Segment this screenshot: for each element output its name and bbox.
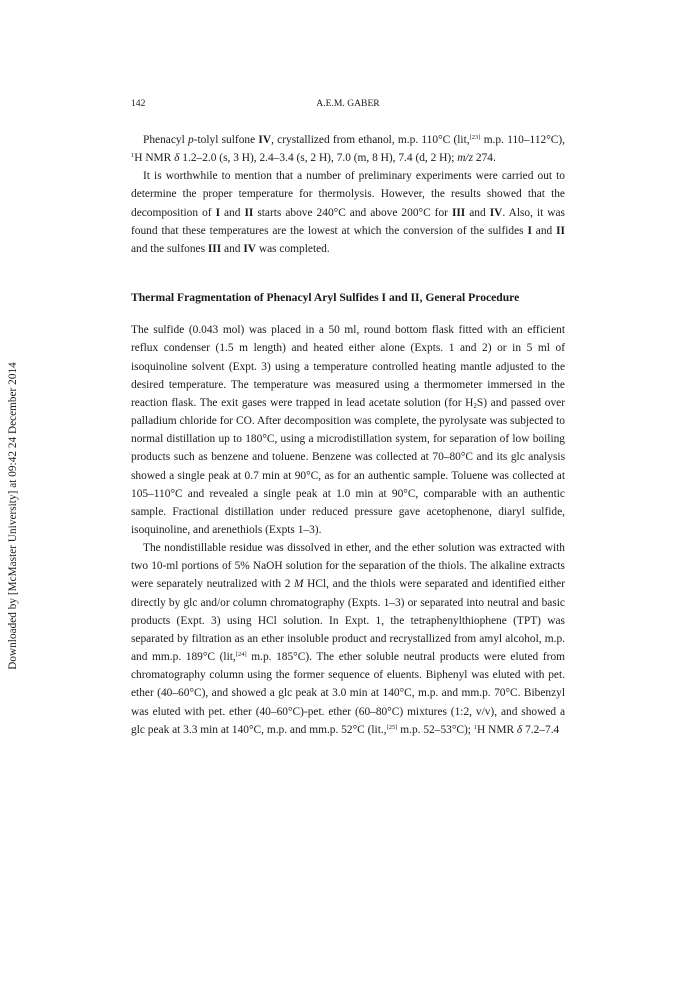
paragraph-phenacyl-tolyl-sulfone: Phenacyl p-tolyl sulfone IV, crystallized from ethanol, m.p. 110°C (lit,[23] m.p. 110–112°C), $^1$H NMR δ 1.2–2.0 (s, 3 H), 2.4–3.4 (s, 2 H), 7.0 (m, 8 H), 7.4 (d, 2 H); m/z 274. — [131, 134, 566, 165]
section-title: Thermal Fragmentation of Phenacyl Aryl Sulfides I and II, General Procedure — [131, 291, 520, 305]
download-watermark-text: Downloaded by [McMaster University] at 09:42 24 December 2014 — [7, 362, 19, 670]
article-body — [131, 131, 565, 739]
paragraph-general-procedure: The sulfide (0.043 mol) was placed in a 50 ml, round bottom flask fitted with an efficient reflux condenser (1.5 m length) and heated either alone (Expts. 1 and 2) or in 5 ml of isoquinoline solvent (Expt. 3) using a temperature controlled heating mantle adjusted to the desired temperature. The temperature was measured using a thermometer immersed in the reaction flask. The exit gases were trapped in lead acetate solution (for $H_2S$) and passed over palladium chloride for CO. After decomposition was complete, the pyrolysate was subjected to normal distillation up to 180°C, using a microdistillation system, for separation of low boiling products such as benzene and toluene. Benzene was collected at 70–80°C and its glc analysis showed a single peak at 0.7 min at 90°C, as for an authentic sample. Toluene was collected at 105–110°C and revealed a single peak at 1.0 min at 90°C, comparable with an authentic sample. Fractional distillation under reduced pressure gave acetophenone, diaryl sulfide, isoquinoline, and arenethiols (Expts 1–3). — [131, 324, 565, 536]
running-head: A.E.M. GABER — [316, 98, 380, 109]
download-watermark — [6, 326, 20, 706]
page-number: 142 — [131, 98, 146, 109]
paragraph-preliminary-experiments: It is worthwhile to mention that a number of preliminary experiments were carried out to determine the proper temperature for thermolysis. However, the results showed that the decomposition of I and II starts above 240°C and above 200°C for III and IV. Also, it was found that these temperatures are the lowest at which the conversion of the sulfides I and II and the sulfones III and IV was completed. — [131, 170, 565, 255]
paragraph-nondistillable-residue: The nondistillable residue was dissolved in ether, and the ether solution was extracted with two 10-ml portions of 5% NaOH solution for the separation of the thiols. The alkaline extracts were separately neutralized with 2 M HCl, and the thiols were separated and identified either directly by glc and/or column chromatography (Expts. 1–3) or separated into neutral and basic products (Expt. 3) using HCl solution. In Expt. 1, the tetraphenylthiophene (TPT) was separated by filtration as an ether insoluble product and recrystallized from amyl alcohol, m.p. and mm.p. 189°C (lit,[24] m.p. 185°C). The ether soluble neutral products were eluted from chromatography column using the former sequence of eluents. Biphenyl was eluted with pet. ether (40–60°C), and showed a glc peak at 3.0 min at 140°C, m.p. and mm.p. 70°C. Bibenzyl was eluted with pet. ether (40–60°C)-pet. ether (60–80°C) mixtures (1:2, v/v), and showed a glc peak at 3.3 min at 140°C, m.p. and mm.p. 52°C (lit.,[25] m.p. 52–53°C); $^1$H NMR δ 7.2–7.4 — [131, 542, 566, 736]
page-header — [131, 98, 565, 112]
